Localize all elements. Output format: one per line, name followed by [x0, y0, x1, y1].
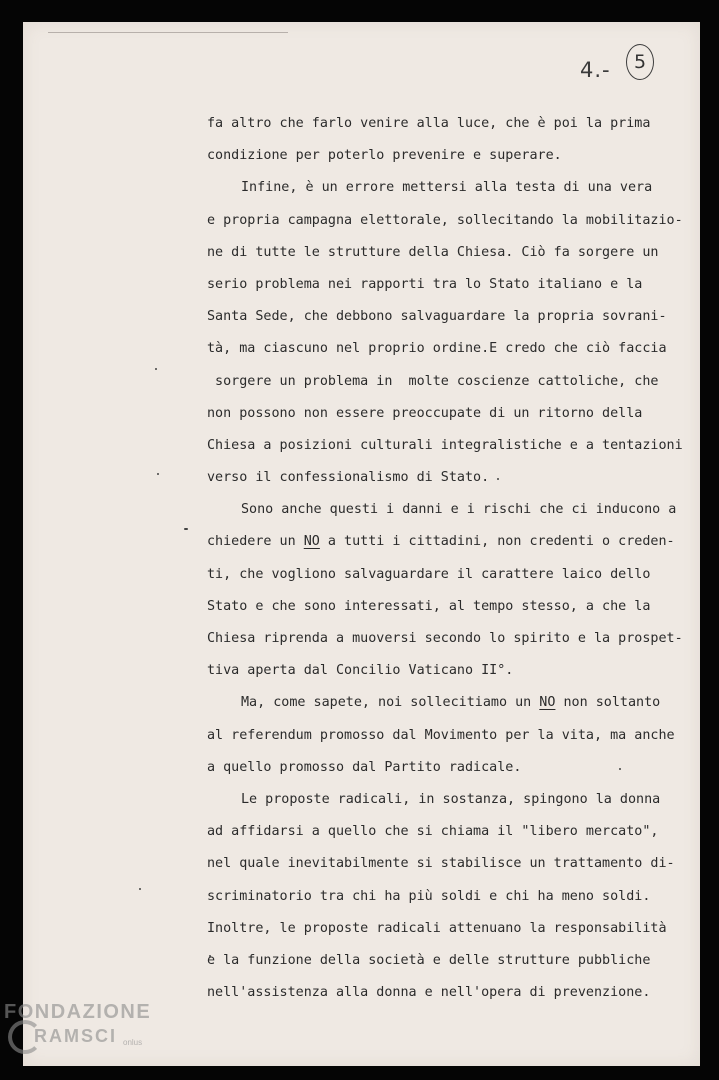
- text-line: [207, 526, 675, 558]
- text-line: serio problema nei rapporti tra lo Stato italiano e la: [207, 276, 643, 292]
- text-line: Le proposte radicali, in sostanza, spingono la donna: [241, 791, 661, 807]
- text-segment: a tutti i cittadini, non credenti o creden-: [319, 534, 675, 550]
- watermark-line2-text: RAMSCI: [34, 1026, 117, 1046]
- text-line: ti, che vogliono salvaguardare il carattere laico dello: [207, 566, 651, 582]
- text-line: Chiesa a posizioni culturali integralistiche e a tentazioni: [207, 437, 683, 453]
- ink-speck: [184, 528, 188, 530]
- text-line: non possono non essere preoccupate di un ritorno della: [207, 405, 643, 421]
- text-line: Stato e che sono interessati, al tempo stesso, a che la: [207, 598, 651, 614]
- text-segment: non soltanto: [555, 695, 661, 711]
- text-line: fa altro che farlo venire alla luce, che è poi la prima: [207, 116, 651, 131]
- document-page: [23, 22, 700, 1066]
- underlined-no: NO: [539, 695, 556, 711]
- text-line: sorgere un problema in molte coscienze cattoliche, che: [207, 373, 659, 389]
- text-line: Chiesa riprenda a muoversi secondo lo spirito e la prospet-: [207, 631, 683, 646]
- text-segment: Ma, come sapete, noi sollecitiamo un: [241, 695, 540, 711]
- ink-speck: [157, 473, 159, 475]
- ink-speck: [155, 368, 157, 370]
- g-logo-icon: [8, 1020, 42, 1054]
- watermark-line1: FONDAZIONE: [4, 1001, 152, 1023]
- text-line: Santa Sede, che debbono salvaguardare la propria sovrani-: [207, 309, 667, 325]
- text-line: al referendum promosso dal Movimento per la vita, ma anche: [207, 727, 675, 743]
- text-line: e la funzione della società e delle strutture pubbliche: [207, 952, 651, 968]
- underlined-no: NO: [303, 534, 320, 550]
- text-line: ne di tutte le strutture della Chiesa. Ciò fa sorgere un: [207, 244, 659, 260]
- text-line: nell'assistenza alla donna e nell'opera di prevenzione.: [207, 985, 651, 1001]
- text-line: tiva aperta dal Concilio Vaticano II°.: [207, 663, 514, 679]
- circled-page-number: 5: [626, 44, 654, 80]
- ink-speck: [139, 888, 141, 890]
- text-line: verso il confessionalismo di Stato.: [207, 470, 490, 486]
- typed-text: [207, 108, 683, 1009]
- text-line: ad affidarsi a quello che si chiama il "libero mercato",: [207, 824, 659, 840]
- text-line: scriminatorio tra chi ha più soldi e chi ha meno soldi.: [207, 888, 651, 904]
- text-line: a quello promosso dal Partito radicale.: [207, 759, 522, 775]
- text-line: tà, ma ciascuno nel proprio ordine.E credo che ciò faccia: [207, 341, 667, 357]
- watermark-line2: [34, 1026, 151, 1047]
- page-number: 4.-: [580, 58, 611, 82]
- top-rule: [48, 32, 288, 33]
- text-line: [207, 687, 661, 719]
- fondazione-gramsci-watermark: [4, 1001, 151, 1047]
- text-line: Infine, è un errore mettersi alla testa di una vera: [241, 180, 653, 196]
- text-line: condizione per poterlo prevenire e superare.: [207, 148, 562, 164]
- text-line: nel quale inevitabilmente si stabilisce un trattamento di-: [207, 856, 675, 872]
- text-line: Sono anche questi i danni e i rischi che ci inducono a: [241, 502, 677, 518]
- watermark-small: onlus: [123, 1038, 143, 1047]
- text-line: Inoltre, le proposte radicali attenuano la responsabilità: [207, 920, 667, 936]
- text-segment: chiedere un: [207, 534, 304, 550]
- text-line: e propria campagna elettorale, sollecitando la mobilitazio-: [207, 212, 683, 228]
